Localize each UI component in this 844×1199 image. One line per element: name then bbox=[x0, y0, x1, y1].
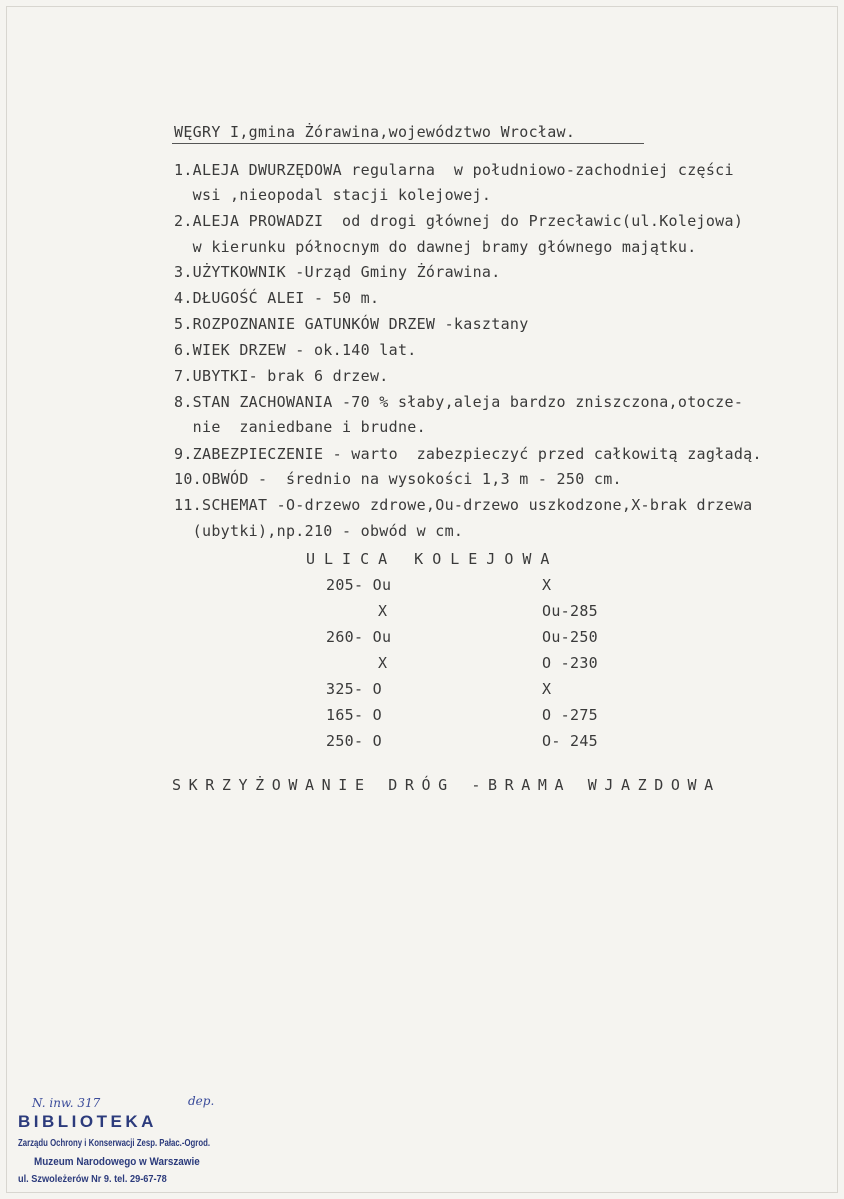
item-line: 10.OBWÓD - średnio na wysokości 1,3 m - 250 cm. bbox=[174, 470, 622, 488]
document-title: WĘGRY I,gmina Żórawina,województwo Wrocław. bbox=[174, 123, 576, 141]
schema-right: X bbox=[542, 680, 552, 698]
item-line: nie zaniedbane i brudne. bbox=[174, 418, 426, 436]
item-line: 6.WIEK DRZEW - ok.140 lat. bbox=[174, 341, 417, 359]
schema-right: O -230 bbox=[542, 654, 598, 672]
schema-left: 205- Ou bbox=[326, 576, 392, 594]
library-stamp bbox=[14, 1094, 244, 1194]
item-line: 5.ROZPOZNANIE GATUNKÓW DRZEW -kasztany bbox=[174, 315, 529, 333]
stamp-title: BIBLIOTEKA bbox=[18, 1112, 157, 1131]
schema-left: 165- O bbox=[326, 706, 382, 724]
street-header: ULICA KOLEJOWA bbox=[306, 550, 559, 568]
item-line: w kierunku północnym do dawnej bramy głównego majątku. bbox=[174, 238, 697, 256]
item-line: 9.ZABEZPIECZENIE - warto zabezpieczyć przed całkowitą zagładą. bbox=[174, 445, 762, 463]
title-underline bbox=[172, 143, 644, 144]
item-line: (ubytki),np.210 - obwód w cm. bbox=[174, 522, 464, 540]
stamp-line: Zarządu Ochrony i Konserwacji Zesp. Pałac.-Ogrod. bbox=[18, 1138, 211, 1149]
schema-left: 260- Ou bbox=[326, 628, 392, 646]
dep-handnote: dep. bbox=[188, 1094, 215, 1108]
item-line: 2.ALEJA PROWADZI od drogi głównej do Przecławic(ul.Kolejowa) bbox=[174, 212, 744, 230]
item-line: 1.ALEJA DWURZĘDOWA regularna w południowo-zachodniej części bbox=[174, 161, 734, 179]
footer-line: SKRZYŻOWANIE DRÓG -BRAMA WJAZDOWA bbox=[172, 776, 721, 794]
schema-right: O- 245 bbox=[542, 732, 598, 750]
item-line: 11.SCHEMAT -O-drzewo zdrowe,Ou-drzewo uszkodzone,X-brak drzewa bbox=[174, 496, 753, 514]
schema-left: 325- O bbox=[326, 680, 382, 698]
schema-left: X bbox=[378, 602, 388, 620]
schema-left: 250- O bbox=[326, 732, 382, 750]
schema-right: O -275 bbox=[542, 706, 598, 724]
stamp-line: Muzeum Narodowego w Warszawie bbox=[34, 1156, 200, 1168]
item-line: 8.STAN ZACHOWANIA -70 % słaby,aleja bardzo zniszczona,otocze- bbox=[174, 393, 744, 411]
schema-right: X bbox=[542, 576, 552, 594]
item-line: 3.UŻYTKOWNIK -Urząd Gminy Żórawina. bbox=[174, 263, 501, 281]
schema-right: Ou-250 bbox=[542, 628, 598, 646]
inventory-handnote: N. inw. 317 bbox=[32, 1096, 101, 1110]
item-line: wsi ,nieopodal stacji kolejowej. bbox=[174, 186, 492, 204]
schema-left: X bbox=[378, 654, 388, 672]
schema-right: Ou-285 bbox=[542, 602, 598, 620]
item-line: 7.UBYTKI- brak 6 drzew. bbox=[174, 367, 389, 385]
stamp-line: ul. Szwoleżerów Nr 9. tel. 29-67-78 bbox=[18, 1174, 167, 1185]
item-line: 4.DŁUGOŚĆ ALEI - 50 m. bbox=[174, 289, 380, 307]
